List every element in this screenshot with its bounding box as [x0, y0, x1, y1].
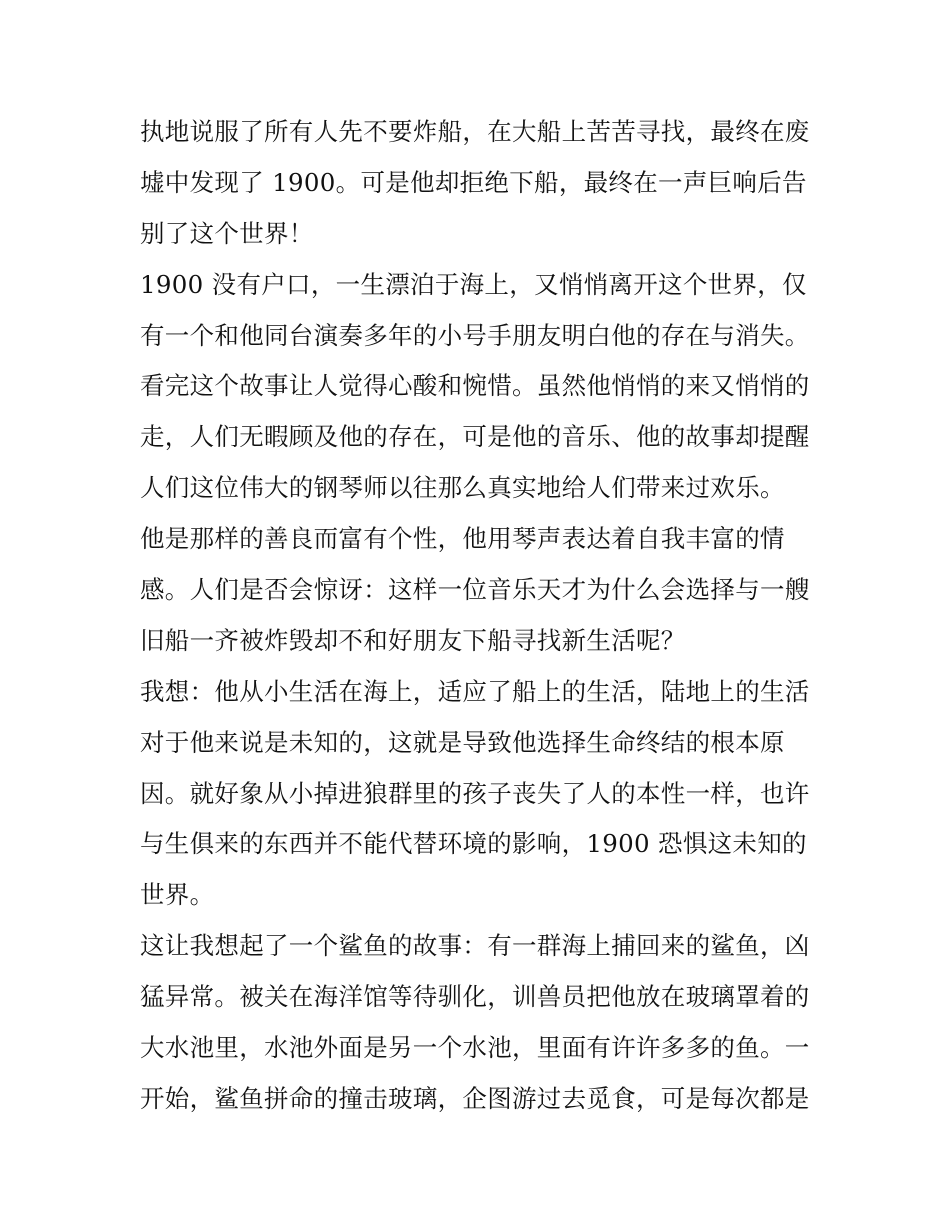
- text-line: 墟中发现了 1900。可是他却拒绝下船，最终在一声巨响后告: [140, 167, 807, 197]
- text-line: 看完这个故事让人觉得心酸和惋惜。虽然他悄悄的来又悄悄的: [140, 371, 810, 401]
- text-line: 旧船一齐被炸毁却不和好朋友下船寻找新生活呢？: [140, 625, 686, 655]
- text-line: 有一个和他同台演奏多年的小号手朋友明白他的存在与消失。: [140, 320, 810, 350]
- text-line: 猛异常。被关在海洋馆等待驯化，训兽员把他放在玻璃罩着的: [140, 982, 810, 1012]
- text-line: 与生俱来的东西并不能代替环境的影响，1900 恐惧这未知的: [140, 829, 807, 859]
- text-line: 别了这个世界！: [140, 218, 314, 248]
- text-line: 大水池里，水池外面是另一个水池，里面有许许多多的鱼。一: [140, 1033, 810, 1063]
- text-line: 我想：他从小生活在海上，适应了船上的生活，陆地上的生活: [140, 676, 810, 706]
- text-line: 开始，鲨鱼拼命的撞击玻璃，企图游过去觅食，可是每次都是: [140, 1083, 810, 1113]
- text-line: 感。人们是否会惊讶：这样一位音乐天才为什么会选择与一艘: [140, 575, 810, 605]
- text-line: 他是那样的善良而富有个性，他用琴声表达着自我丰富的情: [140, 524, 785, 554]
- text-line: 因。就好象从小掉进狼群里的孩子丧失了人的本性一样，也许: [140, 778, 810, 808]
- text-line: 这让我想起了一个鲨鱼的故事：有一群海上捕回来的鲨鱼，凶: [140, 931, 810, 961]
- text-line: 执地说服了所有人先不要炸船，在大船上苦苦寻找，最终在废: [140, 117, 810, 146]
- text-line: 对于他来说是未知的，这就是导致他选择生命终结的根本原: [140, 727, 785, 757]
- text-line: 走，人们无暇顾及他的存在，可是他的音乐、他的故事却提醒: [140, 422, 810, 452]
- document-body: [140, 107, 820, 1125]
- text-line: 人们这位伟大的钢琴师以往那么真实地给人们带来过欢乐。: [140, 473, 785, 503]
- text-line: 世界。: [140, 880, 215, 910]
- text-line: 1900 没有户口，一生漂泊于海上，又悄悄离开这个世界，仅: [140, 269, 807, 299]
